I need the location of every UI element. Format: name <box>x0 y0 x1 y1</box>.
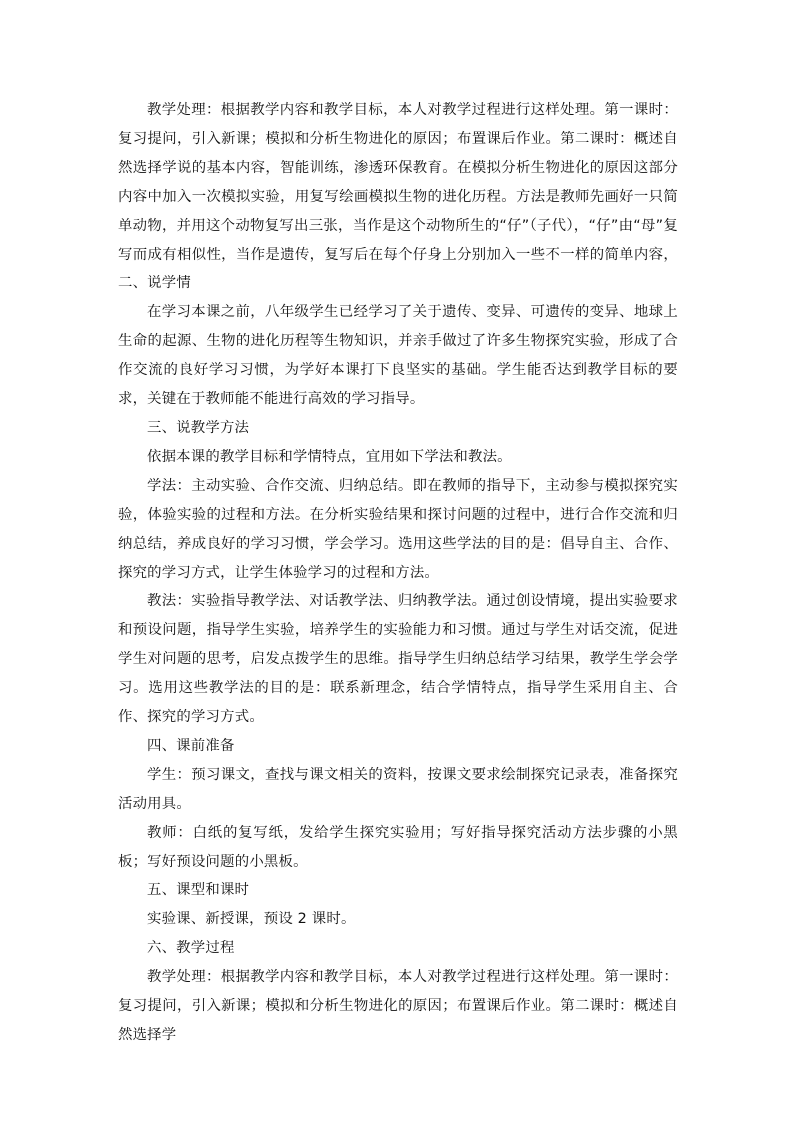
paragraph-teaching-method: 教法：实验指导教学法、对话教学法、归纳教学法。通过创设情境，提出实验要求和预设问题，指导学生实验，培养学生的实验能力和习惯。通过与学生对话交流，促进学生对问题的思考，启发点拨学生的思维。指导学生归纳总结学习结果，教学生学会学习。选用这些教学法的目的是：联系新理念，结合学情特点，指导学生采用自主、合作、探究的学习方式。 <box>118 593 678 726</box>
paragraph-student-situation: 在学习本课之前，八年级学生已经学习了关于遗传、变异、可遗传的变异、地球上生命的起源、生物的进化历程等生物知识，并亲手做过了许多生物探究实验，形成了合作交流的良好学习习惯，为学好本课打下良坚实的基础。学生能否达到教学目标的要求，关键在于教师能不能进行高效的学习指导。 <box>118 304 678 408</box>
paragraph-teacher-preparation: 教师：白纸的复写纸，发给学生探究实验用；写好指导探究活动方法步骤的小黑板；写好预设问题的小黑板。 <box>118 824 678 870</box>
heading-teaching-methods: 三、说教学方法 <box>147 419 250 436</box>
heading-preparation: 四、课前准备 <box>147 737 235 754</box>
paragraph-student-preparation: 学生：预习课文，查找与课文相关的资料，按课文要求绘制探究记录表，准备探究活动用具。 <box>118 766 678 812</box>
heading-teaching-process: 六、教学过程 <box>147 940 235 957</box>
paragraph-lesson-type: 实验课、新授课，预设 2 课时。 <box>147 911 356 928</box>
document-page <box>118 96 678 1050</box>
paragraph-teaching-process: 教学处理：根据教学内容和教学目标，本人对教学过程进行这样处理。第一课时：复习提问，引入新课；模拟和分析生物进化的原因；布置课后作业。第二课时：概述自然选择学说的基本内容，智能训练，渗透环保教育。在模拟分析生物进化的原因这部分内容中加入一次模拟实验，用复写绘画模拟生物的进化历程。方法是教师先画好一只简单动物，并用这个动物复写出三张，当作是这个动物所生的“仔”（子代），“仔”由“母”复写而成有相似性，当作是遗传，复写后在每个仔身上分别加入一些不一样的简单内容，二、说学情 <box>118 102 678 292</box>
paragraph-teaching-process-repeat: 教学处理：根据教学内容和教学目标，本人对教学过程进行这样处理。第一课时：复习提问，引入新课；模拟和分析生物进化的原因；布置课后作业。第二课时：概述自然选择学 <box>118 969 678 1043</box>
paragraph-learning-method: 学法：主动实验、合作交流、归纳总结。即在教师的指导下，主动参与模拟探究实验，体验实验的过程和方法。在分析实验结果和探讨问题的过程中，进行合作交流和归纳总结，养成良好的学习习惯，学会学习。选用这些学法的目的是：倡导自主、合作、探究的学习方式，让学生体验学习的过程和方法。 <box>118 477 678 581</box>
paragraph-methods-intro: 依据本课的教学目标和学情特点，宜用如下学法和教法。 <box>147 448 512 465</box>
heading-lesson-type: 五、课型和课时 <box>147 882 250 899</box>
